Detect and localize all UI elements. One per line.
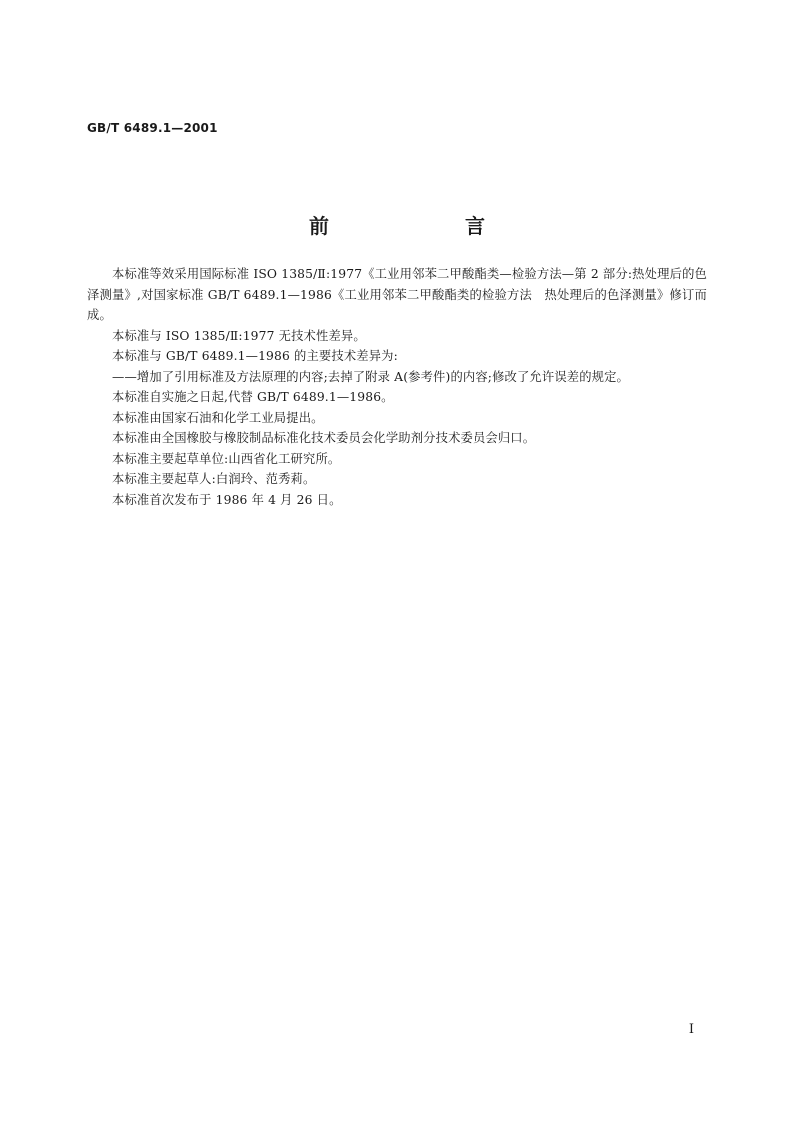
- preface-body: [87, 264, 707, 510]
- paragraph-administered-by: 本标准由全国橡胶与橡胶制品标准化技术委员会化学助剂分技术委员会归口。: [112, 431, 536, 445]
- paragraph-first-issued: 本标准首次发布于 1986 年 4 月 26 日。: [112, 492, 342, 507]
- paragraph-drafting-unit: 本标准主要起草单位:山西省化工研究所。: [112, 451, 341, 466]
- paragraph-adoption: 本标准等效采用国际标准 ISO 1385/Ⅱ:1977《工业用邻苯二甲酸酯类—检验方法—第 2 部分:热处理后的色泽测量》,对国家标准 GB/T 6489.1—1986《工业用邻苯二甲酸酯类的检验方法 热处理后的色泽测量》修订而成。: [87, 267, 707, 322]
- paragraph-main-differences: 本标准与 GB/T 6489.1—1986 的主要技术差异为:: [112, 349, 398, 363]
- standard-code: GB/T 6489.1—2001: [87, 121, 218, 135]
- paragraph-replaces: 本标准自实施之日起,代替 GB/T 6489.1—1986。: [112, 390, 394, 404]
- page-title: 前 言: [309, 214, 543, 238]
- page-number: I: [688, 1022, 694, 1037]
- paragraph-proposed-by: 本标准由国家石油和化学工业局提出。: [112, 410, 324, 425]
- paragraph-difference-list: ——增加了引用标准及方法原理的内容;去掉了附录 A(参考件)的内容;修改了允许误差的规定。: [112, 369, 629, 384]
- paragraph-no-difference: 本标准与 ISO 1385/Ⅱ:1977 无技术性差异。: [112, 328, 366, 343]
- paragraph-drafters: 本标准主要起草人:白润玲、范秀莉。: [112, 472, 316, 486]
